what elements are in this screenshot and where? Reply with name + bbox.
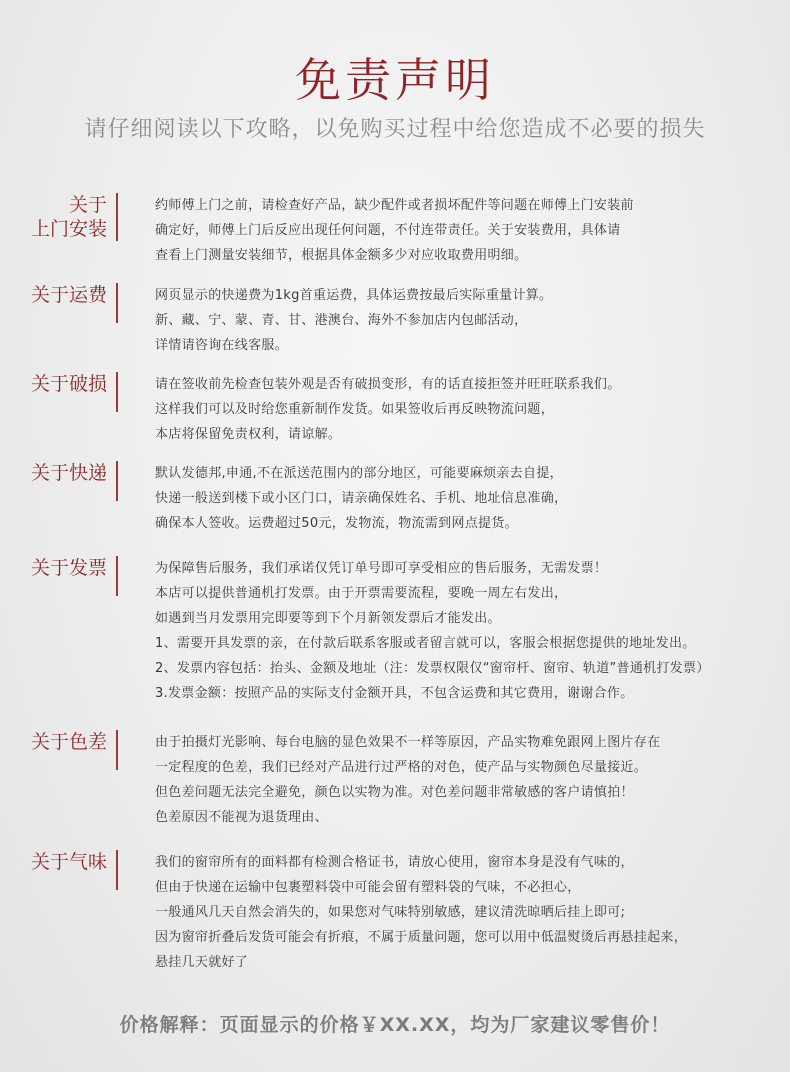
section-text-line: 由于拍摄灯光影响、每台电脑的显色效果不一样等原因，产品实物难免跟网上图片存在 bbox=[155, 735, 661, 750]
section-text-line: 本店可以提供普通机打发票。由于开票需要流程，要晚一周左右发出， bbox=[155, 586, 568, 601]
section-label bbox=[31, 850, 107, 874]
section-text-line: 因为窗帘折叠后发货可能会有折痕，不属于质量问题，您可以用中低温熨烫后再悬挂起来， bbox=[155, 930, 688, 945]
section-text-line: 新、藏、宁、蒙、青、甘、港澳台、海外不参加店内包邮活动， bbox=[155, 313, 528, 328]
section-label bbox=[31, 372, 107, 396]
section-divider bbox=[116, 850, 118, 890]
section-text-line: 本店将保留免责权利，请谅解。 bbox=[155, 427, 342, 442]
price-disclaimer: 价格解释：页面显示的价格￥XX.XX，均为厂家建议零售价！ bbox=[119, 1014, 671, 1036]
section-text-line: 如遇到当月发票用完即要等到下个月新领发票后才能发出。 bbox=[155, 611, 501, 626]
section-divider bbox=[116, 556, 118, 596]
section-label-line: 关于破损 bbox=[30, 373, 107, 395]
section-text-line: 约师傅上门之前，请检查好产品，缺少配件或者损坏配件等问题在师傅上门安装前 bbox=[155, 198, 634, 213]
section-text-line: 网页显示的快递费为1kg首重运费，具体运费按最后实际重量计算。 bbox=[155, 288, 553, 303]
section-body bbox=[155, 193, 775, 268]
section-label-line: 关于快递 bbox=[30, 462, 107, 484]
section-text-line: 1、需要开具发票的亲，在付款后联系客服或者留言就可以，客服会根据您提供的地址发出。 bbox=[155, 636, 696, 651]
page-title: 免责声明 bbox=[295, 53, 495, 107]
section-text-line: 一般通风几天自然会消失的，如果您对气味特别敏感，建议清洗晾晒后挂上即可; bbox=[155, 905, 626, 920]
section-label bbox=[31, 556, 107, 580]
section-text-line: 3.发票金额：按照产品的实际支付金额开具，不包含运费和其它费用，谢谢合作。 bbox=[155, 686, 634, 701]
section-text-line: 但由于快递在运输中包裹塑料袋中可能会留有塑料袋的气味，不必担心， bbox=[155, 880, 581, 895]
section-label bbox=[31, 730, 107, 754]
section-label-line: 关于色差 bbox=[30, 731, 107, 753]
section-text-line: 色差原因不能视为退货理由、 bbox=[155, 810, 328, 825]
section-body bbox=[155, 283, 775, 358]
section-label bbox=[31, 283, 107, 307]
section-divider bbox=[116, 461, 118, 501]
section-text-line: 查看上门测量安装细节，根据具体金额多少对应收取费用明细。 bbox=[155, 248, 528, 263]
section-label-line: 关于 bbox=[68, 194, 107, 216]
section-text-line: 2、发票内容包括：抬头、金额及地址（注：发票权限仅“窗帘杆、窗帘、轨道”普通机打发票） bbox=[155, 661, 710, 676]
section-body bbox=[155, 730, 775, 830]
section-text-line: 详情请咨询在线客服。 bbox=[155, 338, 289, 353]
section-label-line: 关于运费 bbox=[30, 284, 107, 306]
section-body bbox=[155, 372, 775, 447]
section-text-line: 默认发德邦,申通,不在派送范围内的部分地区，可能要麻烦亲去自提， bbox=[155, 466, 563, 481]
section-divider bbox=[116, 283, 118, 323]
section-text-line: 快递一般送到楼下或小区门口，请亲确保姓名、手机、地址信息准确， bbox=[155, 491, 568, 506]
section-text-line: 悬挂几天就好了 bbox=[155, 955, 249, 970]
page-subtitle: 请仔细阅读以下攻略，以免购买过程中给您造成不必要的损失 bbox=[84, 117, 706, 142]
section-body bbox=[155, 850, 775, 975]
section-label-line: 上门安装 bbox=[30, 218, 107, 240]
section-text-line: 一定程度的色差，我们已经对产品进行过严格的对色，使产品与实物颜色尽量接近。 bbox=[155, 760, 648, 775]
section-label-line: 关于发票 bbox=[30, 557, 107, 579]
section-text-line: 我们的窗帘所有的面料都有检测合格证书，请放心使用，窗帘本身是没有气味的， bbox=[155, 855, 634, 870]
section-label bbox=[31, 193, 107, 241]
section-text-line: 确保本人签收。运费超过50元，发物流，物流需到网点提货。 bbox=[155, 516, 518, 531]
section-body bbox=[155, 556, 775, 706]
section-label bbox=[31, 461, 107, 485]
section-text-line: 这样我们可以及时给您重新制作发货。如果签收后再反映物流问题， bbox=[155, 402, 555, 417]
section-text-line: 为保障售后服务，我们承诺仅凭订单号即可享受相应的售后服务，无需发票！ bbox=[155, 561, 608, 576]
section-label-line: 关于气味 bbox=[30, 851, 107, 873]
section-text-line: 请在签收前先检查包装外观是否有破损变形，有的话直接拒签并旺旺联系我们。 bbox=[155, 377, 621, 392]
section-text-line: 但色差问题无法完全避免，颜色以实物为准。对色差问题非常敏感的客户请慎拍！ bbox=[155, 785, 634, 800]
section-text-line: 确定好，师傅上门后反应出现任何问题，不付连带责任。关于安装费用，具体请 bbox=[155, 223, 621, 238]
section-divider bbox=[116, 193, 118, 241]
section-body bbox=[155, 461, 775, 536]
section-divider bbox=[116, 372, 118, 412]
section-divider bbox=[116, 730, 118, 770]
